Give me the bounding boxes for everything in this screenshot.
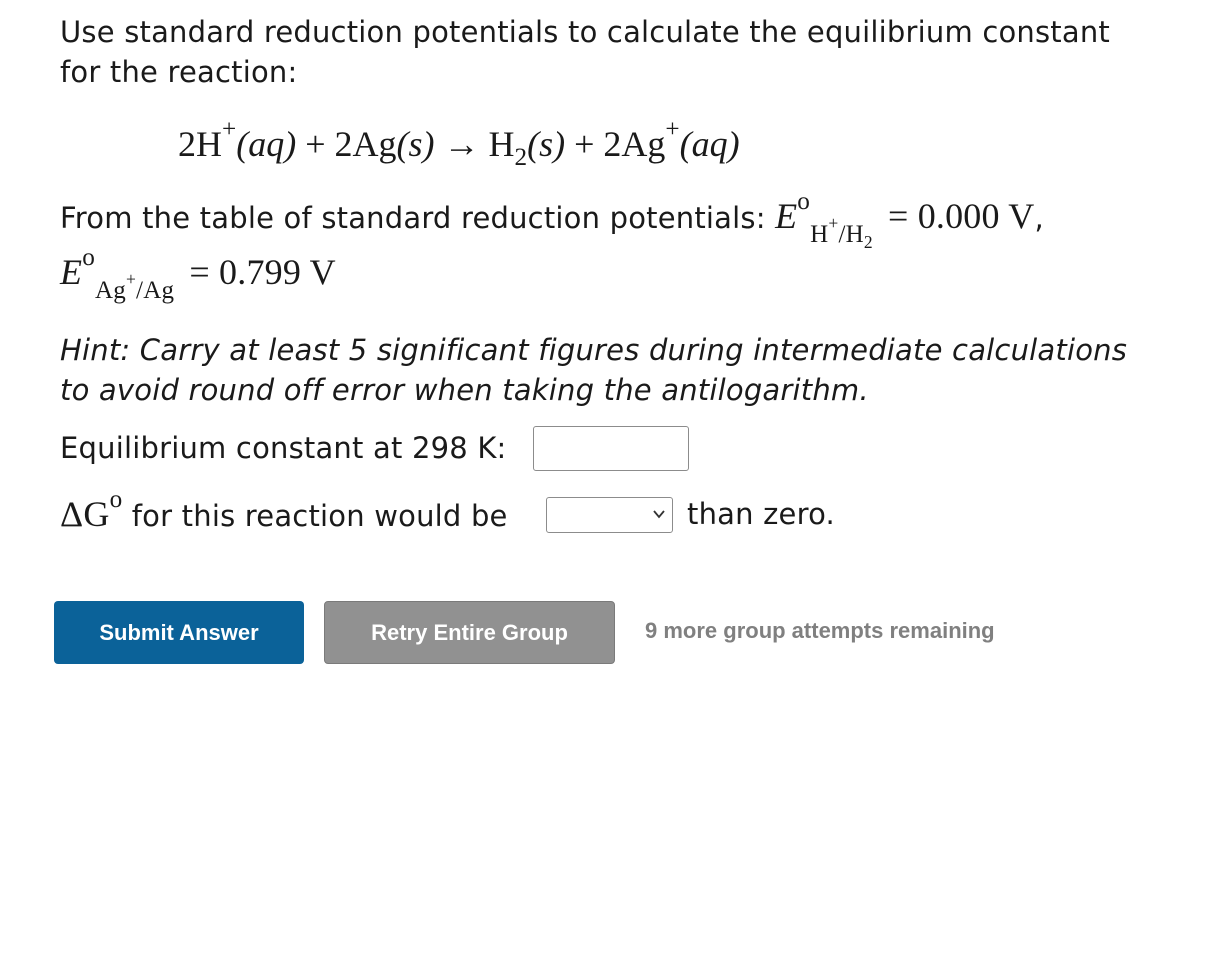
reaction-phase-s-2: (s) <box>527 124 566 164</box>
e2-sub-rest: /Ag <box>136 277 175 304</box>
e1-sub-plus: + <box>828 212 839 233</box>
e2-symbol: E <box>60 252 83 292</box>
intro-line-2: for the reaction: <box>60 55 298 89</box>
from-table-text: From the table of standard reduction potentials: <box>60 201 776 235</box>
e1-symbol: E <box>775 196 798 236</box>
reaction-h2-subscript: 2 <box>514 143 528 171</box>
reaction-phase-aq-1: (aq) <box>236 124 297 164</box>
intro-line-1: Use standard reduction potentials to calculate the equilibrium constant <box>60 15 1111 49</box>
reaction-plus-1: + <box>296 124 335 164</box>
hint-line-1: Hint: Carry at least 5 significant figures during intermediate calculations <box>60 333 1128 367</box>
e2-standard-sup: o <box>82 244 95 272</box>
delta-g-select[interactable] <box>546 497 673 533</box>
reaction-h2: H <box>488 124 515 164</box>
reaction-phase-aq-2: (aq) <box>679 124 740 164</box>
reaction-charge-1: + <box>222 116 237 144</box>
e2-value: = 0.799 V <box>180 252 336 292</box>
question-intro <box>60 12 1110 92</box>
e1-sub-rest: /H <box>838 221 864 248</box>
reaction-arrow: → <box>434 124 489 164</box>
reaction-ag-plus: 2Ag <box>603 124 666 164</box>
hint <box>60 330 1127 410</box>
e1-sub-2: 2 <box>863 232 873 253</box>
delta-g-label <box>60 486 508 536</box>
e2-sub-ag: Ag <box>95 277 126 304</box>
chevron-down-icon <box>652 507 666 521</box>
potential-line-2 <box>60 244 336 304</box>
reaction-equation <box>178 116 740 171</box>
submit-answer-button[interactable]: Submit Answer <box>54 601 304 664</box>
delta-g-symbol <box>60 486 123 534</box>
equilibrium-constant-input[interactable] <box>533 426 689 471</box>
e2-sub-plus: + <box>125 268 137 289</box>
delta-g-text: ΔG <box>60 494 110 534</box>
reaction-ag: 2Ag <box>334 124 397 164</box>
than-zero-text: than zero. <box>687 497 835 531</box>
e1-comma: , <box>1034 201 1044 235</box>
equilibrium-label: Equilibrium constant at 298 K: <box>60 431 507 465</box>
reaction-h-plus: 2H <box>178 124 222 164</box>
reaction-plus-2: + <box>565 124 604 164</box>
e1-sub-h: H <box>810 221 829 248</box>
attempts-remaining: 9 more group attempts remaining <box>645 618 995 643</box>
reaction-phase-s-1: (s) <box>396 124 435 164</box>
e1-value: = 0.000 V <box>878 196 1035 236</box>
reaction-charge-2: + <box>665 116 680 144</box>
hint-line-2: to avoid round off error when taking the antilogarithm. <box>60 373 869 407</box>
delta-g-description: for this reaction would be <box>122 499 508 533</box>
delta-g-sup: o <box>109 486 123 514</box>
retry-entire-group-button[interactable]: Retry Entire Group <box>324 601 615 664</box>
e1-standard-sup: o <box>797 188 811 216</box>
potential-line-1 <box>60 188 1044 253</box>
